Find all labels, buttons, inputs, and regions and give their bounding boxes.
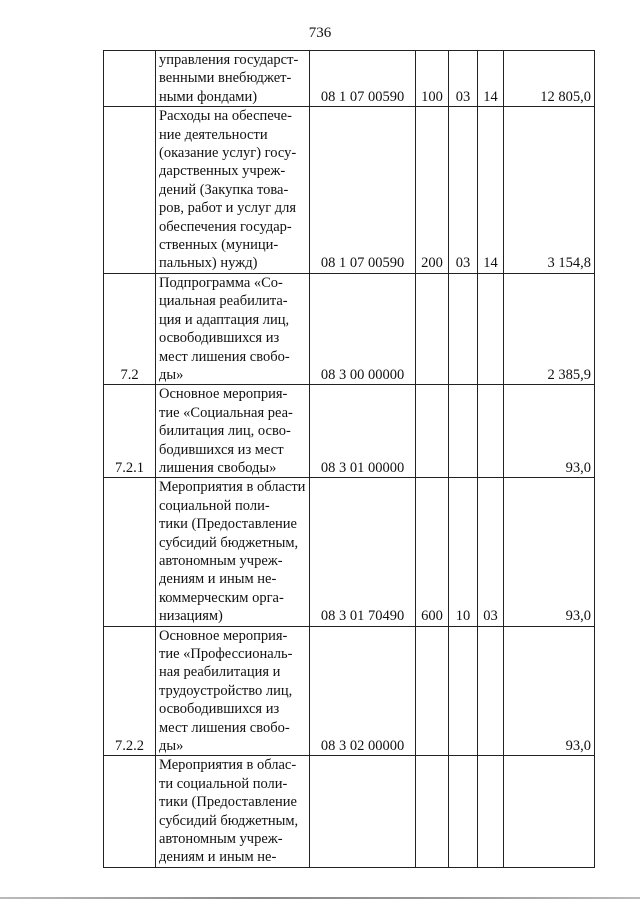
row-subsection (478, 626, 504, 756)
row-name: Основное мероприя- тие «Профессиональ- ная реабилитация и трудоустройство лиц, освободившихся из мест лишения свобо- ды» (156, 626, 310, 756)
row-section (449, 273, 478, 384)
row-section: 03 (449, 107, 478, 274)
row-number (104, 756, 156, 867)
row-expense-type (416, 385, 449, 478)
row-section: 10 (449, 478, 478, 626)
table-row (104, 107, 595, 274)
row-expense-type: 200 (416, 107, 449, 274)
row-section (449, 385, 478, 478)
budget-table (103, 50, 595, 868)
row-number: 7.2 (104, 273, 156, 384)
row-subsection: 14 (478, 107, 504, 274)
table-row (104, 626, 595, 756)
row-section (449, 756, 478, 867)
table-row (104, 385, 595, 478)
row-sum: 93,0 (504, 626, 595, 756)
row-subsection: 14 (478, 51, 504, 107)
row-number: 7.2.2 (104, 626, 156, 756)
row-target-code: 08 1 07 00590 (310, 51, 416, 107)
table-row (104, 478, 595, 626)
row-name: Расходы на обеспече- ние деятельности (оказание услуг) госу- дарственных учреж- дений (Закупка това- ров, работ и услуг для обеспечения государ- ственных (муници- пальных) нужд) (156, 107, 310, 274)
row-number (104, 107, 156, 274)
row-number: 7.2.1 (104, 385, 156, 478)
row-target-code: 08 3 01 70490 (310, 478, 416, 626)
page-number: 736 (308, 25, 332, 41)
table-row (104, 273, 595, 384)
table-row (104, 51, 595, 107)
row-number (104, 478, 156, 626)
row-expense-type: 600 (416, 478, 449, 626)
row-subsection (478, 385, 504, 478)
row-name: Подпрограмма «Со- циальная реабилита- ция и адаптация лиц, освободившихся из мест лишения свобо- ды» (156, 273, 310, 384)
row-sum: 93,0 (504, 385, 595, 478)
row-name: Мероприятия в области социальной поли- тики (Предоставление субсидий бюджетным, автономным учреж- дениям и иным не- коммерческим орга- низациям) (156, 478, 310, 626)
table-row (104, 756, 595, 867)
row-subsection (478, 273, 504, 384)
row-target-code (310, 756, 416, 867)
row-target-code: 08 3 00 00000 (310, 273, 416, 384)
row-target-code: 08 3 01 00000 (310, 385, 416, 478)
row-sum (504, 756, 595, 867)
row-expense-type (416, 626, 449, 756)
row-subsection: 03 (478, 478, 504, 626)
row-sum: 3 154,8 (504, 107, 595, 274)
row-expense-type: 100 (416, 51, 449, 107)
row-section (449, 626, 478, 756)
row-sum: 12 805,0 (504, 51, 595, 107)
row-sum: 93,0 (504, 478, 595, 626)
row-expense-type (416, 273, 449, 384)
row-target-code: 08 1 07 00590 (310, 107, 416, 274)
row-name: управления государст- венными внебюджет- ными фондами) (156, 51, 310, 107)
row-number (104, 51, 156, 107)
row-subsection (478, 756, 504, 867)
row-section: 03 (449, 51, 478, 107)
scan-edge-line (0, 897, 640, 899)
row-name: Мероприятия в облас- ти социальной поли- тики (Предоставление субсидий бюджетным, автономным учреж- дениям и иным не- (156, 756, 310, 867)
row-sum: 2 385,9 (504, 273, 595, 384)
row-name: Основное мероприя- тие «Социальная реа- билитация лиц, осво- бодившихся из мест лишения свободы» (156, 385, 310, 478)
row-expense-type (416, 756, 449, 867)
row-target-code: 08 3 02 00000 (310, 626, 416, 756)
